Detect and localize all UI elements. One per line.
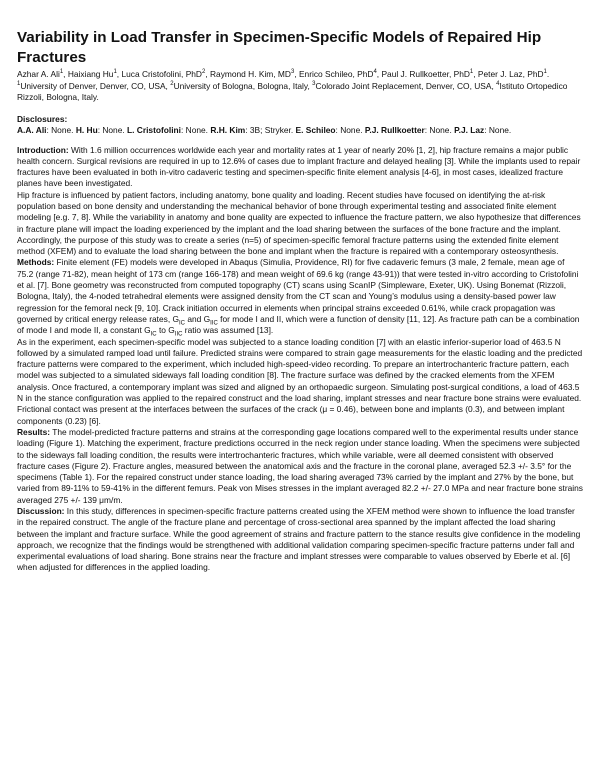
author-name: Peter J. Laz, PhD (477, 69, 544, 79)
disclosure-name: P.J. Laz (454, 125, 485, 135)
disclosure-name: H. Hu (75, 125, 98, 135)
methods-paragraph (17, 257, 583, 336)
author-affiliation-mark: 1 (59, 69, 64, 76)
methods-text: for mode I and II, which were a function of density [11, 12]. As fracture path can be a combination of mode I and mode II, a constant G (17, 313, 580, 336)
disclosure-value: : None. (484, 125, 512, 135)
paper-title (17, 28, 583, 67)
title-line-2: Fractures (17, 48, 87, 66)
affiliation-text: University of Denver, Denver, CO, USA, (20, 80, 171, 91)
results-label: Results: (17, 426, 51, 437)
disclosure-name: L. Cristofolini (127, 125, 181, 135)
methods-text: and G (185, 313, 211, 324)
author-affiliation-mark: 2 (201, 69, 206, 76)
introduction-label: Introduction: (17, 144, 69, 155)
introduction-paragraph-2: Hip fracture is influenced by patient factors, including anatomy, bone quality and loading. Recent studies have focused on identifying the at-risk population based on bone density and understanding the mechanical behavior of bone through experimental testing and associated finite element modeling [e.g. 7, 8]. While the variability in anatomy and bone quality are expected to influence the fracture pattern, we also hypothesize that differences in fracture plane will impact the loading experienced by the implant and the load sharing between the surfaces of the bone fracture and the implant. Accordingly, the purpose of this study was to create a series (n=5) of specimen-specific femoral fracture patterns using the extended finite element method (XFEM) and to evaluate the load sharing between the bone and implant when the fracture is repaired with a contemporary osteosynthesis. (17, 189, 581, 257)
affiliation-text: Istituto Ortopedico Rizzoli, Bologna, Italy. (17, 80, 568, 102)
methods-text: to G (156, 325, 175, 336)
subscript: IC (150, 331, 157, 338)
disclosures-text (17, 125, 583, 137)
discussion-label: Discussion: (17, 506, 65, 516)
disclosures-heading: Disclosures: (17, 113, 68, 124)
author-name: Azhar A. Ali (17, 69, 60, 79)
results-paragraph (17, 427, 583, 506)
author-name: Enrico Schileo, PhD (298, 69, 374, 79)
methods-text: Finite element (FE) models were developed in Abaqus (Simulia, Providence, RI) for five cadaveric femurs (3 male, 2 female, mean age of 75.2 (range 71-82), mean height of 173 cm (range 166-178) and mean weight of 69.6 kg (range 43-91)) that were tested in-vitro according to Cristofolini et al. [7]. Bone geometry was reconstructed from computed topography (CT) scans using ScanIP (Simpleware, Exeter, UK). Using Bonemat (Rizzoli, Bologna, Italy), the 4-noded tetrahedral elements were assigned density from the CT scan and Young’s modulus using a density-based power law regression for the femoral neck [9, 10]. Crack initiation occurred in elements when principal strains exceeded 0.61%, while crack propagation was governed by critical energy release rates, G (17, 257, 579, 324)
discussion-paragraph (17, 506, 583, 574)
author-list: Azhar A. Ali$^1$, Haixiang Hu$^1$, Luca Cristofolini, PhD$^2$, Raymond H. Kim, $MD^3$, Enrico Schileo, PhD$^4$, Paul J. Rullkoetter, PhD$^1$, Peter J. Laz, PhD$^1$. (17, 69, 550, 79)
methods-label: Methods: (17, 257, 55, 268)
disclosure-value: : None. (335, 125, 365, 135)
author-name: Raymond H. Kim, MD (209, 69, 291, 79)
author-affiliation-mark: 1 (543, 69, 547, 76)
affiliation-text: University of Bologna, Bologna, Italy, (173, 80, 313, 91)
subscript: IC (179, 320, 185, 327)
author-affiliation-mark: 3 (290, 69, 295, 76)
affiliation-mark: 2 (170, 80, 174, 87)
subscript: IIC (210, 320, 218, 327)
author-affiliation-mark: 4 (373, 69, 377, 76)
introduction-text: With 1.6 million occurrences worldwide each year and mortality rates at 1 year of nearly 20% [1, 2], hip fracture remains a major public health concern. Surgical revisions are required in up to 12.6% of cases due to implant fracture and delayed healing [3]. While the implants used to repair fractures have been evaluated in both in-vitro cadaveric testing and specimen-specific finite element analysis [4-6], in most cases, idealized fracture planes have been investigated. (17, 144, 581, 189)
disclosure-value: : None. (46, 125, 76, 135)
disclosure-value: : None. (424, 125, 455, 135)
results-text: The model-predicted fracture patterns and strains at the corresponding gage locations compared well to the experimental results under stance loading (Figure 1). Matching the experiment, fracture predictions occurred in the neck region under stance loading. When the specimens were subjected to the sideways fall loading condition, the results were intertrochanteric fractures, which while variable, were all deemed consistent with observed fracture cases (Figure 2). Fracture angles, measured between the anatomical axis and the fracture in the coronal plane, averaged 52.3 +/- 3.5° for the specimens (Table 1). For the repaired construct under stance loading, the load sharing averaged 73% carried by the implant and 27% by the bone, but varied from 89-11% to 59-41% in the different femurs. Peak von Mises stresses in the implant averaged 82.2 +/- 27.0 MPa and near fracture bone strains averaged 275 +/- 139 μm/m. (17, 426, 583, 505)
affiliation-mark: 3 (312, 80, 316, 87)
affiliation-list (17, 81, 583, 104)
author-name: Haixiang Hu (67, 69, 114, 79)
affiliation-mark: 1 (17, 80, 21, 87)
discussion-text: In this study, differences in specimen-specific fracture patterns created using the XFEM method were shown to influence the load transfer in the repaired construct. The angle of the fracture plane and percentage of cross-sectional area spanned by the implant affected the load sharing between the implant and fracture surface. While the good agreement of strains and fracture pattern to the stance results give confidence in the modeling approach, we recognize that the findings would be strengthened with additional validation comparing specimen-specific fracture patterns under fall and experimental evaluations of load sharing. Bone strains near the fracture and implant stresses were comparable to values observed by Eberle et al. [6] when adjusted for differences in the applied loading. (17, 506, 581, 573)
affiliation-mark: 4 (496, 80, 500, 87)
disclosure-value: : 3B; Stryker. (245, 125, 296, 135)
subscript: IIC (174, 331, 183, 338)
disclosure-name: R.H. Kim (210, 125, 246, 135)
methods-paragraph-2: As in the experiment, each specimen-specific model was subjected to a stance loading condition [7] with an elastic inferior-superior load of 463.5 N followed by a simulated ramped load until failure. Predicted strains were compared to strain gage measurements for the elastic loading and the predicted fracture patterns were compared to the experiment, which included high-speed-video recording. To prepare an intertrochanteric fracture pattern, each model was subjected to a simulated sideways fall loading condition [8]. The fracture surface was defined by the cracked elements from the XFEM analysis. Once fractured, a contemporary implant was sized and aligned by an orthopaedic surgeon. Simulating post-surgical conditions, a load of 463.5 N in the stance configuration was applied to the repaired construct and the load sharing, implant stresses and near fracture bone strains were evaluated. Frictional contact was present at the interfaces between the surfaces of the crack (μ = 0.46), between bone and implants (0.3), and between implant components (0.23) [6]. (17, 336, 583, 426)
disclosure-name: E. Schileo (295, 125, 336, 135)
disclosure-value: : None. (97, 125, 128, 135)
introduction-paragraph (17, 145, 583, 190)
author-affiliation-mark: 1 (469, 69, 474, 76)
author-name: Luca Cristofolini, PhD (121, 69, 202, 79)
affiliation-text: Colorado Joint Replacement, Denver, CO, USA, (315, 80, 497, 91)
disclosure-value: : None. (181, 125, 211, 135)
author-affiliation-mark: 1 (113, 69, 117, 76)
disclosure-name: P.J. Rullkoetter (364, 125, 425, 135)
methods-text: ratio was assumed [13]. (182, 325, 274, 336)
disclosure-name: A.A. Ali (17, 125, 47, 135)
author-name: Paul J. Rullkoetter, PhD (381, 69, 470, 79)
title-line-1: Variability in Load Transfer in Specimen-Specific Models of Repaired Hip (17, 29, 542, 46)
